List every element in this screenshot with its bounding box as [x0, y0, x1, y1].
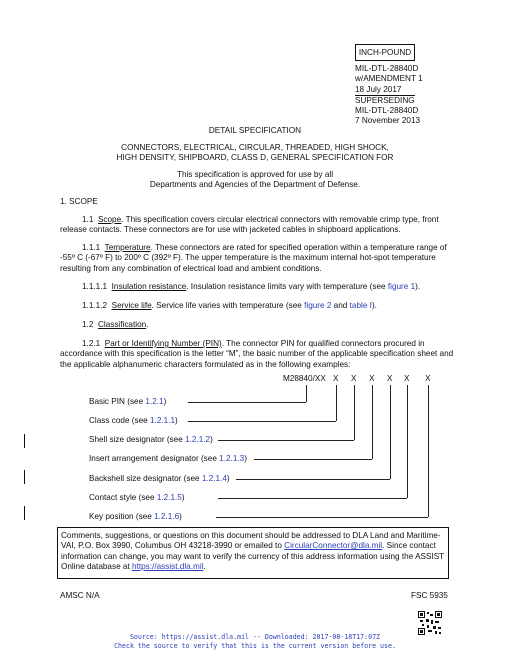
para-text: . This specification covers circular electrical connectors with removable crimp type, front release contacts. These connectors are for use with jacketed cables in shipboard applications.: [60, 215, 439, 235]
superseded-id: MIL-DTL-28840D: [355, 106, 419, 115]
pin-char-shell: X: [351, 374, 357, 383]
pin-label-ref-link[interactable]: 1.2.1.2: [185, 435, 211, 444]
pin-label-text: Shell size designator (see: [89, 435, 186, 444]
approval-line1: This specification is approved for use by all: [176, 170, 334, 179]
para-tail: .: [146, 320, 149, 329]
pin-label-text: Basic PIN (see: [89, 397, 146, 406]
leader-horizontal-base: [188, 402, 306, 403]
source-line: Source: https://assist.dla.mil -- Downloaded: 2017-08-18T17:07Z: [129, 633, 381, 641]
change-bar: [24, 506, 25, 520]
pin-char-insert: X: [369, 374, 375, 383]
superseded-date: 7 November 2013: [355, 116, 421, 126]
para-text: . Insulation resistance limits vary with temperature (see: [186, 282, 388, 291]
source-notice: [0, 633, 510, 650]
verify-line: Check the source to verify that this is the current version before use.: [114, 641, 396, 650]
figure-2-link[interactable]: figure 2: [304, 301, 332, 310]
para-tail: ).: [415, 282, 421, 291]
pin-base: M28840/XX: [283, 374, 326, 383]
pin-label-key: [89, 512, 182, 522]
fsc-label: FSC 5935: [411, 591, 448, 600]
pin-label-ref-link[interactable]: 1.2.1.3: [219, 454, 245, 463]
para-number: 1.1.1.2: [82, 301, 108, 310]
pin-label-text: Contact style (see: [89, 493, 157, 502]
spec-title-line2: HIGH DENSITY, SHIPBOARD, CLASS D, GENERAL SPECIFICATION FOR: [116, 153, 394, 163]
pin-char-contact: X: [404, 374, 410, 383]
para-heading: Scope: [97, 215, 122, 224]
para-number: 1.1.1.1: [82, 282, 108, 291]
pin-label-text: Key position (see: [89, 512, 155, 521]
pin-label-text: Backshell size designator (see: [89, 474, 202, 483]
para-heading: Temperature: [104, 243, 151, 252]
para-number: 1.2: [82, 320, 94, 329]
qr-code-icon: [418, 611, 442, 635]
pin-label-close: ): [175, 416, 178, 425]
leader-horizontal-key: [216, 517, 428, 518]
para-text: . These connectors are rated for specified operation within a temperature range of -55º C (-67º F) to 200º C (392º F). The upper temperature is the maximum internal hot-spot temperature resulting from any combination of electrical load and ambient conditions.: [60, 243, 447, 273]
pin-char-class: X: [333, 374, 339, 383]
para-number: 1.1: [82, 215, 94, 224]
pin-label-contact: [89, 493, 185, 503]
leader-horizontal-shell: [218, 440, 354, 441]
doc-id: MIL-DTL-28840D: [355, 64, 419, 73]
leader-vertical-insert: [372, 385, 373, 459]
leader-vertical-base: [306, 385, 307, 402]
leader-horizontal-contact: [218, 498, 407, 499]
table-i-link[interactable]: table I: [349, 301, 372, 310]
pin-label-text: Class code (see: [89, 416, 150, 425]
amendment: w/AMENDMENT 1: [355, 74, 423, 84]
inch-pound-label: INCH-POUND: [358, 48, 412, 57]
para-tail: ).: [371, 301, 377, 310]
pin-label-ref-link[interactable]: 1.2.1.4: [201, 474, 227, 483]
spec-kind-text: DETAIL SPECIFICATION: [208, 126, 302, 135]
pin-label-close: ): [226, 474, 230, 483]
leader-horizontal-backshell: [236, 479, 390, 480]
pin-char-backshell: X: [387, 374, 393, 383]
pin-label-close: ): [179, 512, 182, 521]
change-bar: [24, 470, 25, 484]
pin-label-ref-link[interactable]: 1.2.1: [145, 397, 164, 406]
para-text: . The connector PIN for qualified connectors procured in accordance with this specification is the letter “M”, the basic number of the applicable specification sheet and the applicable alphanumeric characters formulated as in the following examples:: [60, 339, 454, 369]
spec-title-line1: CONNECTORS, ELECTRICAL, CIRCULAR, THREADED, HIGH SHOCK,: [121, 143, 389, 152]
pin-label-ref-link[interactable]: 1.2.1.5: [156, 493, 182, 502]
change-bar: [24, 434, 25, 448]
pin-label-close: ): [210, 435, 213, 444]
comments-text: Comments, suggestions, or questions on this document should be addressed to DLA Land and Maritime-VAI, P.O. Box 3990, Columbus OH 43218-3990 or emailed to: [61, 531, 441, 551]
pin-label-text: Insert arrangement designator (see: [89, 454, 220, 463]
para-heading: Classification: [97, 320, 147, 329]
superseding: SUPERSEDING: [355, 95, 415, 105]
pin-label-insert: [89, 454, 247, 464]
scope-heading-text: 1. SCOPE: [60, 197, 98, 206]
leader-vertical-shell: [354, 385, 355, 440]
para-heading: Part or Identifying Number (PIN): [104, 339, 222, 348]
para-number: 1.2.1: [82, 339, 101, 348]
pin-label-ref-link[interactable]: 1.2.1.6: [154, 512, 180, 521]
pin-label-close: ): [181, 493, 185, 502]
approval-line2: Departments and Agencies of the Department of Defense.: [149, 180, 361, 190]
para-heading: Insulation resistance: [111, 282, 187, 291]
pin-label-basic: [89, 397, 166, 407]
pin-label-backshell: [89, 474, 230, 484]
leader-vertical-backshell: [390, 385, 391, 479]
leader-vertical-key: [428, 385, 429, 517]
leader-vertical-contact: [407, 385, 408, 498]
leader-vertical-class: [336, 385, 337, 421]
comments-text: .: [203, 561, 206, 571]
pin-label-close: ): [244, 454, 247, 463]
pin-label-shell: [89, 435, 213, 445]
para-number: 1.1.1: [82, 243, 101, 252]
para-mid: and: [331, 301, 350, 310]
para-text: . Service life varies with temperature (see: [151, 301, 305, 310]
figure-1-link[interactable]: figure 1: [387, 282, 416, 291]
assist-url-link[interactable]: https://assist.dla.mil: [132, 561, 204, 571]
doc-date-text: 18 July 2017: [355, 84, 402, 94]
pin-label-ref-link[interactable]: 1.2.1.1: [149, 416, 176, 425]
amsc-label: AMSC N/A: [60, 591, 100, 600]
leader-horizontal-insert: [254, 459, 372, 460]
pin-char-key: X: [425, 374, 431, 383]
comments-text: . Since contact information can change, you may want to verify the currency of this address information using the ASSIST Online database at: [61, 541, 445, 571]
email-link[interactable]: CircularConnector@dla.mil: [284, 541, 383, 551]
comments-box: [57, 527, 449, 579]
para-heading: Service life: [111, 301, 152, 310]
pin-label-close: ): [163, 397, 167, 406]
pin-label-class: [89, 416, 178, 426]
leader-horizontal-class: [188, 421, 336, 422]
